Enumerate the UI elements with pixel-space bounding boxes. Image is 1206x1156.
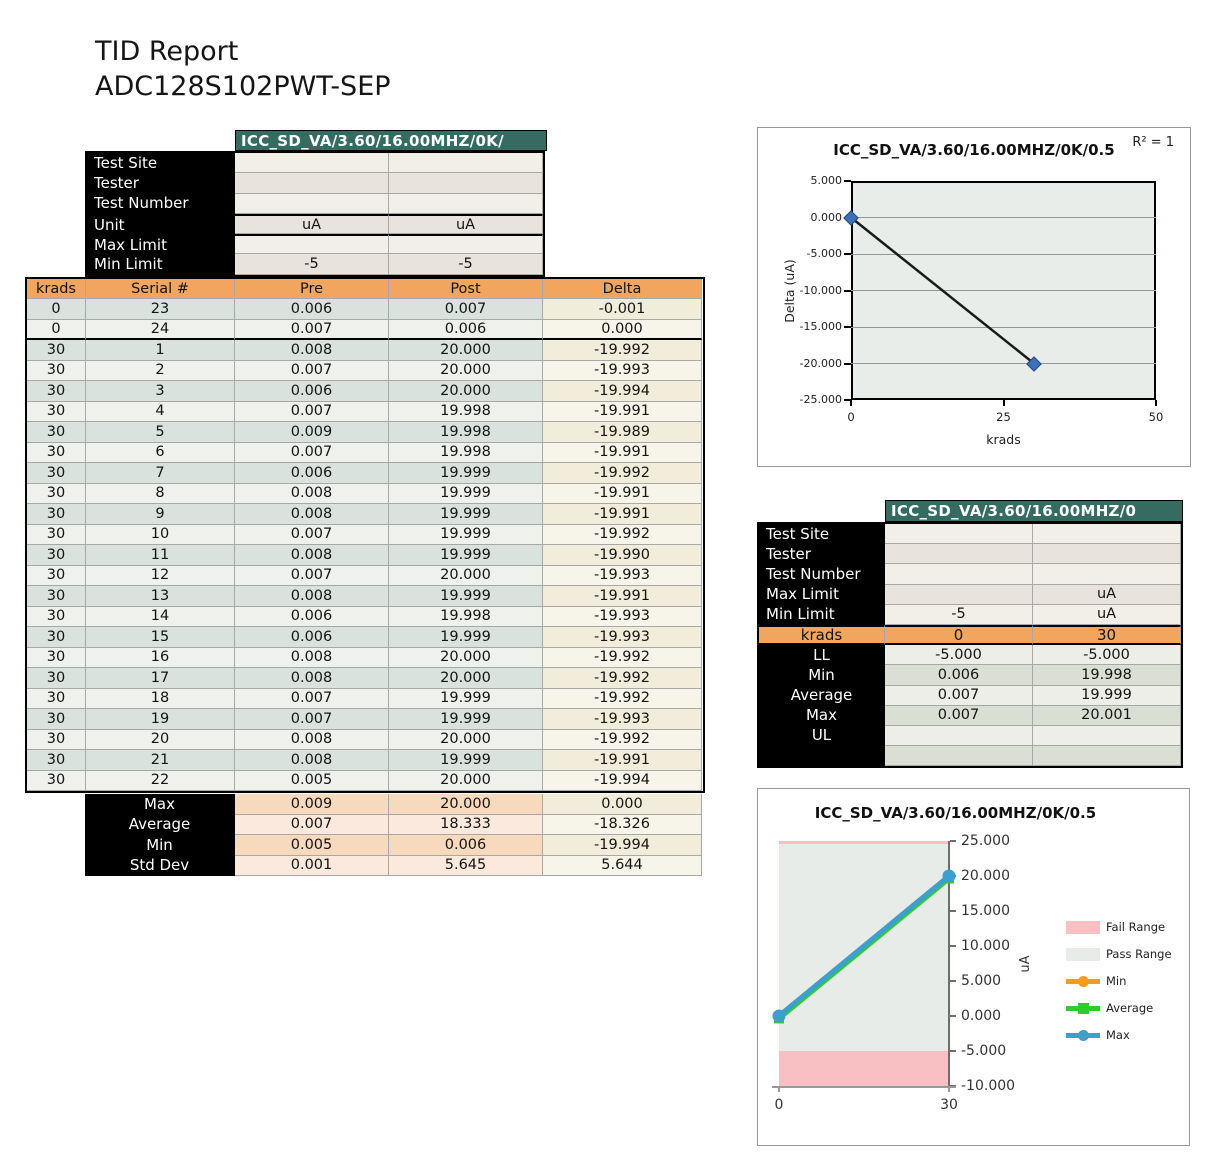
table-cell: 20.000 [389, 771, 543, 792]
table-cell: -0.001 [543, 299, 702, 320]
legend-marker [1078, 1003, 1089, 1014]
table-cell: 17 [86, 668, 235, 689]
y-tick-label: 5.000 [961, 973, 1002, 989]
table-cell: 7 [86, 463, 235, 484]
table-cell: 18 [86, 689, 235, 710]
table-cell: 30 [27, 361, 86, 382]
table-cell: 0.008 [235, 484, 389, 505]
table-cell: uA [1033, 605, 1181, 625]
table-cell: 30 [27, 771, 86, 792]
table-cell: uA [389, 214, 543, 234]
table-cell: 19.998 [389, 422, 543, 443]
table-cell: 0.005 [235, 835, 389, 856]
table-cell: 30 [27, 422, 86, 443]
table-cell: 18.333 [389, 815, 543, 836]
y-tick-label: -25.000 [799, 393, 842, 406]
table-cell: 19.999 [389, 750, 543, 771]
table-cell: 0.007 [235, 402, 389, 423]
measurement-table [25, 130, 705, 880]
r-squared-annotation: R² = 1 [1132, 135, 1174, 150]
y-tick-label: 0.000 [810, 210, 842, 224]
table-cell: 0.006 [389, 320, 543, 341]
table-cell [1033, 564, 1181, 584]
test-header-title: ICC_SD_VA/3.60/16.00MHZ/0K/ [235, 130, 547, 151]
table-cell: 0.006 [235, 299, 389, 320]
table-cell: 30 [27, 607, 86, 628]
table-cell: uA [1033, 585, 1181, 605]
table-cell: 30 [27, 627, 86, 648]
table-cell: 20.001 [1033, 706, 1181, 726]
table-cell: 30 [27, 504, 86, 525]
x-tick-label: 0 [774, 1097, 784, 1113]
table-cell: 30 [27, 709, 86, 730]
table-cell: 19.999 [389, 463, 543, 484]
column-header: krads [27, 279, 86, 299]
y-tick-label: 15.000 [961, 903, 1010, 919]
table-cell: 9 [86, 504, 235, 525]
table-cell: 20.000 [389, 794, 543, 815]
row-label: Min [85, 835, 235, 856]
x-tick-label: 30 [940, 1097, 958, 1113]
table-cell: 22 [86, 771, 235, 792]
table-cell: 19.998 [1033, 665, 1181, 685]
table-cell: -5 [885, 605, 1033, 625]
data-table [25, 277, 705, 793]
table-cell: -19.993 [543, 709, 702, 730]
table-cell: 1 [86, 340, 235, 361]
table-cell: 0.007 [885, 706, 1033, 726]
legend-item [1066, 917, 1191, 937]
table-cell: 30 [27, 484, 86, 505]
legend-label: Fail Range [1106, 920, 1166, 934]
table-cell: 0.006 [235, 381, 389, 402]
table-cell: -19.992 [543, 668, 702, 689]
table-cell: 0.007 [235, 689, 389, 710]
table-cell: 20.000 [389, 340, 543, 361]
table-cell: 2 [86, 361, 235, 382]
table-cell: 30 [27, 340, 86, 361]
table-cell: 0.005 [235, 771, 389, 792]
row-label: Average [759, 686, 885, 706]
table-cell: 19.998 [389, 443, 543, 464]
table-cell: 0.008 [235, 545, 389, 566]
x-tick-label: 25 [996, 410, 1011, 424]
row-label: Min [759, 665, 885, 685]
table-cell: 20.000 [389, 730, 543, 751]
table-cell: 19.999 [389, 689, 543, 710]
table-cell: -19.993 [543, 607, 702, 628]
table-cell: 30 [27, 689, 86, 710]
row-label [759, 746, 885, 766]
table-cell: -18.326 [543, 815, 702, 836]
table-cell: 0.006 [235, 463, 389, 484]
page-title [95, 34, 391, 104]
table-cell: 30 [27, 668, 86, 689]
legend-swatch [1066, 921, 1100, 934]
table-cell: -19.993 [543, 627, 702, 648]
table-cell: 0.008 [235, 586, 389, 607]
table-cell: 19 [86, 709, 235, 730]
table-cell: 30 [27, 443, 86, 464]
column-header: Post [389, 279, 543, 299]
table-cell [1033, 726, 1181, 746]
table-cell: 0.006 [235, 627, 389, 648]
table-cell: 20.000 [389, 566, 543, 587]
stats-header-title: ICC_SD_VA/3.60/16.00MHZ/0 [885, 500, 1183, 522]
table-cell: 0.007 [235, 443, 389, 464]
spacer [25, 794, 85, 815]
table-cell [235, 194, 389, 214]
stats-grid [757, 522, 1183, 768]
table-cell: 20.000 [389, 361, 543, 382]
table-cell: -19.994 [543, 381, 702, 402]
table-cell: -19.992 [543, 648, 702, 669]
table-cell: -19.994 [543, 771, 702, 792]
table-cell [389, 234, 543, 254]
legend-swatch [1066, 948, 1100, 961]
row-label: Max [759, 706, 885, 726]
stats-table [757, 500, 1183, 768]
table-cell: -19.991 [543, 586, 702, 607]
x-tick-label: 50 [1148, 410, 1164, 424]
table-cell: 15 [86, 627, 235, 648]
table-cell: -5 [235, 254, 389, 274]
y-tick-label: 0.000 [961, 1008, 1002, 1024]
table-cell: -5 [389, 254, 543, 274]
x-tick-label: 0 [847, 410, 855, 424]
table-cell: -19.993 [543, 566, 702, 587]
table-cell: 19.999 [1033, 686, 1181, 706]
table-cell: 5.644 [543, 856, 702, 877]
table-cell: -19.992 [543, 689, 702, 710]
table-cell: 19.999 [389, 504, 543, 525]
legend-item [1066, 1025, 1191, 1045]
table-cell: 3 [86, 381, 235, 402]
legend-item [1066, 998, 1191, 1018]
table-cell [1033, 544, 1181, 564]
table-cell: 16 [86, 648, 235, 669]
table-cell [885, 585, 1033, 605]
table-cell: 30 [27, 402, 86, 423]
legend-label: Average [1106, 1001, 1154, 1015]
table-cell: 0.008 [235, 750, 389, 771]
table-cell: 0.007 [235, 525, 389, 546]
x-axis-label: krads [986, 432, 1021, 447]
spacer [25, 856, 85, 877]
y-axis-label: Delta (uA) [782, 258, 797, 323]
table-cell [885, 524, 1033, 544]
table-cell: 0.006 [885, 665, 1033, 685]
table-cell: 30 [27, 586, 86, 607]
table-cell [389, 153, 543, 173]
table-cell: 0.007 [235, 320, 389, 341]
row-label: Tester [759, 544, 885, 564]
row-label: Test Number [87, 194, 235, 214]
table-cell: 30 [27, 525, 86, 546]
table-cell: 30 [27, 545, 86, 566]
table-cell: 0.008 [235, 340, 389, 361]
table-cell: 30 [27, 566, 86, 587]
row-label: Std Dev [85, 856, 235, 877]
table-cell [1033, 524, 1181, 544]
table-cell: 4 [86, 402, 235, 423]
chart-legend [1066, 917, 1191, 1062]
table-cell: 5.645 [389, 856, 543, 877]
row-label: LL [759, 645, 885, 665]
table-cell: 19.998 [389, 402, 543, 423]
spacer [25, 815, 85, 836]
y-tick-label: 10.000 [961, 938, 1010, 954]
table-cell: 0.000 [543, 794, 702, 815]
table-cell: 0.008 [235, 504, 389, 525]
table-cell: -19.992 [543, 340, 702, 361]
table-cell: 20.000 [389, 648, 543, 669]
table-cell [389, 173, 543, 193]
table-cell: 23 [86, 299, 235, 320]
table-cell: 0.007 [389, 299, 543, 320]
report-title: TID Report [95, 36, 239, 67]
table-cell: 30 [27, 381, 86, 402]
table-cell: 10 [86, 525, 235, 546]
table-cell: 24 [86, 320, 235, 341]
table-cell: 30 [27, 463, 86, 484]
chart-title: ICC_SD_VA/3.60/16.00MHZ/0K/0.5 [833, 141, 1115, 159]
table-cell: 0.006 [389, 835, 543, 856]
row-label: Min Limit [87, 254, 235, 274]
y-tick-label: -5.000 [961, 1043, 1007, 1059]
table-cell: 19.999 [389, 586, 543, 607]
table-cell [885, 544, 1033, 564]
legend-label: Max [1106, 1028, 1130, 1042]
table-cell: 19.999 [389, 484, 543, 505]
y-tick-label: 5.000 [810, 174, 842, 187]
table-cell: 0.007 [235, 709, 389, 730]
table-cell: 0 [27, 320, 86, 341]
table-cell [885, 726, 1033, 746]
table-cell: 14 [86, 607, 235, 628]
table-cell: 8 [86, 484, 235, 505]
legend-label: Min [1106, 974, 1127, 988]
table-cell: 11 [86, 545, 235, 566]
row-label: Max Limit [759, 585, 885, 605]
table-cell: -19.991 [543, 443, 702, 464]
table-cell: -19.992 [543, 525, 702, 546]
table-cell: 30 [27, 750, 86, 771]
row-label: Test Site [87, 153, 235, 173]
legend-item [1066, 971, 1191, 991]
table-cell: 30 [27, 648, 86, 669]
table-cell: 0.001 [235, 856, 389, 877]
y-tick-label: 25.000 [961, 833, 1010, 849]
table-cell: -19.991 [543, 504, 702, 525]
table-cell: 0.006 [235, 607, 389, 628]
table-cell: 20.000 [389, 381, 543, 402]
table-cell: 0.007 [885, 686, 1033, 706]
row-label: Test Number [759, 564, 885, 584]
row-label: Unit [87, 214, 235, 234]
table-cell: 0.008 [235, 648, 389, 669]
y-tick-label: -5.000 [806, 247, 842, 260]
table-cell: 0.009 [235, 422, 389, 443]
delta-chart [757, 127, 1191, 467]
data-line [758, 128, 1192, 468]
spacer [25, 835, 85, 856]
legend-item [1066, 944, 1191, 964]
y-tick-label: -10.000 [961, 1078, 1016, 1094]
table-cell: 12 [86, 566, 235, 587]
row-label: Max Limit [87, 234, 235, 254]
legend-marker [1078, 976, 1089, 987]
legend-label: Pass Range [1106, 947, 1172, 961]
table-cell: 20 [86, 730, 235, 751]
table-cell: 30 [1033, 625, 1181, 645]
row-label: Min Limit [759, 605, 885, 625]
row-label: Test Site [759, 524, 885, 544]
column-header: Serial # [86, 279, 235, 299]
table-cell: -19.990 [543, 545, 702, 566]
table-cell: 19.999 [389, 709, 543, 730]
table-cell [389, 194, 543, 214]
legend-marker [1078, 1030, 1089, 1041]
table-cell: 0.007 [235, 566, 389, 587]
table-cell [885, 564, 1033, 584]
row-label: Max [85, 794, 235, 815]
table-cell [235, 153, 389, 173]
table-cell: 13 [86, 586, 235, 607]
table-cell: -19.991 [543, 750, 702, 771]
table-cell: -5.000 [885, 645, 1033, 665]
column-header: Delta [543, 279, 702, 299]
row-label: UL [759, 726, 885, 746]
table-cell [1033, 746, 1181, 766]
table-cell: 21 [86, 750, 235, 771]
table-cell: 0.008 [235, 730, 389, 751]
test-info-table [85, 151, 545, 277]
table-cell: -19.993 [543, 361, 702, 382]
table-cell: 0 [27, 299, 86, 320]
table-cell: 0.008 [235, 668, 389, 689]
y-tick-label: -20.000 [799, 356, 842, 370]
table-cell: -19.989 [543, 422, 702, 443]
y-axis-label: uA [1018, 954, 1033, 973]
y-tick-label: 20.000 [961, 868, 1010, 884]
table-cell: -19.992 [543, 463, 702, 484]
table-cell: -19.994 [543, 835, 702, 856]
table-cell: 6 [86, 443, 235, 464]
row-label: krads [759, 625, 885, 645]
y-tick-label: -15.000 [799, 320, 842, 333]
table-cell: 19.999 [389, 525, 543, 546]
table-cell: 0.009 [235, 794, 389, 815]
table-cell: -19.992 [543, 730, 702, 751]
pass-fail-chart [757, 788, 1190, 1146]
table-cell: 19.999 [389, 545, 543, 566]
table-cell: 20.000 [389, 668, 543, 689]
table-cell: 0.000 [543, 320, 702, 341]
table-cell: -5.000 [1033, 645, 1181, 665]
table-cell: 0.007 [235, 815, 389, 836]
row-label: Tester [87, 173, 235, 193]
row-label: Average [85, 815, 235, 836]
table-cell: -19.991 [543, 402, 702, 423]
device-name: ADC128S102PWT-SEP [95, 71, 391, 102]
table-cell: -19.991 [543, 484, 702, 505]
table-cell [235, 234, 389, 254]
table-cell: uA [235, 214, 389, 234]
table-cell [235, 173, 389, 193]
table-cell: 0.007 [235, 361, 389, 382]
table-cell: 5 [86, 422, 235, 443]
table-cell: 19.999 [389, 627, 543, 648]
table-cell [885, 746, 1033, 766]
chart-title: ICC_SD_VA/3.60/16.00MHZ/0K/0.5 [814, 804, 1097, 822]
summary-table [25, 794, 705, 876]
y-tick-label: -10.000 [799, 283, 842, 297]
column-header: Pre [235, 279, 389, 299]
table-cell: 19.998 [389, 607, 543, 628]
table-cell: 30 [27, 730, 86, 751]
table-cell: 0 [885, 625, 1033, 645]
